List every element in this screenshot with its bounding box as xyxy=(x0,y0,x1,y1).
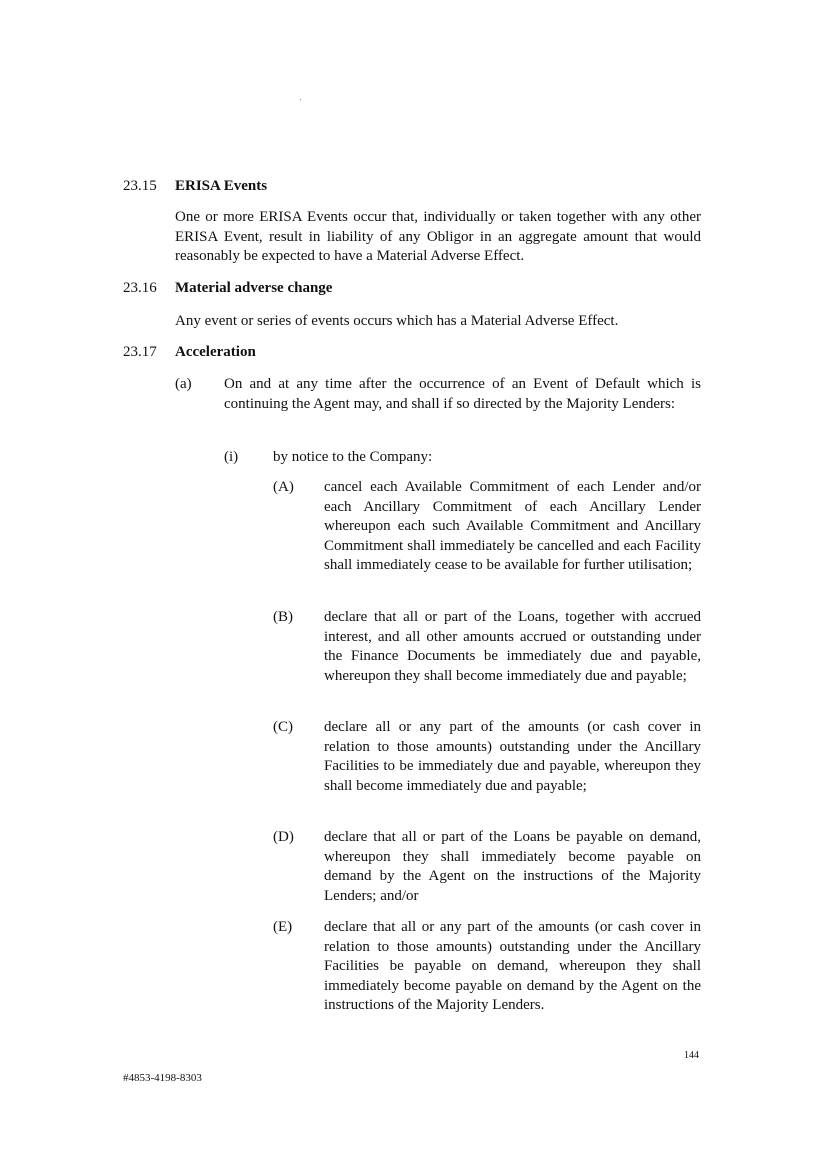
document-reference: #4853-4198-8303 xyxy=(123,1072,202,1084)
subparagraph-label: (i) xyxy=(224,449,239,465)
list-item-text: cancel each Available Commitment of each Lender and/or each Ancillary Commitment of each Ancillary Lender whereupon each such Available Commitment and Ancillary Commitment shall immediately be cancelled and each Facility shall immediately cease to be available for further utilisation; xyxy=(324,479,701,574)
list-item-text: declare that all or part of the Loans, together with accrued interest, and all other amounts accrued or outstanding under the Finance Documents be immediately due and payable, whereupon they shall become immediately due and payable; xyxy=(324,609,701,684)
section-body: One or more ERISA Events occur that, individually or taken together with any other ERISA Event, result in liability of any Obligor in an aggregate amount that would reasonably be expected to have a Material Adverse Effect. xyxy=(175,209,701,265)
list-item-label: (C) xyxy=(273,719,293,735)
list-item-label: (B) xyxy=(273,609,293,625)
paragraph-text: On and at any time after the occurrence of an Event of Default which is continuing the Agent may, and shall if so directed by the Majority Lenders: xyxy=(224,376,701,412)
section-number: 23.17 xyxy=(123,344,157,360)
list-item-label: (E) xyxy=(273,919,293,935)
page-number: 144 xyxy=(684,1050,699,1061)
section-heading: Acceleration xyxy=(175,344,256,360)
list-item-text: declare that all or part of the Loans be payable on demand, whereupon they shall immediately become payable on demand by the Agent on the instructions of the Majority Lenders; and/or xyxy=(324,829,701,904)
section-body: Any event or series of events occurs which has a Material Adverse Effect. xyxy=(175,313,619,329)
list-item-label: (D) xyxy=(273,829,294,845)
list-item-text: declare that all or any part of the amounts (or cash cover in relation to those amounts) outstanding under the Ancillary Facilities be payable on demand, whereupon they shall immediately become payable on demand by the Agent on the instructions of the Majority Lenders. xyxy=(324,919,701,1014)
paragraph-label: (a) xyxy=(175,376,192,392)
section-heading: ERISA Events xyxy=(175,178,268,194)
list-item-text: declare all or any part of the amounts (or cash cover in relation to those amounts) outstanding under the Ancillary Facilities to be immediately due and payable, whereupon they shall become immediately due and payable; xyxy=(324,719,701,794)
section-number: 23.15 xyxy=(123,178,157,194)
section-number: 23.16 xyxy=(123,280,157,296)
list-item-label: (A) xyxy=(273,479,294,495)
subparagraph-text: by notice to the Company: xyxy=(273,449,433,465)
scan-dot xyxy=(300,99,301,100)
section-heading: Material adverse change xyxy=(175,280,333,296)
